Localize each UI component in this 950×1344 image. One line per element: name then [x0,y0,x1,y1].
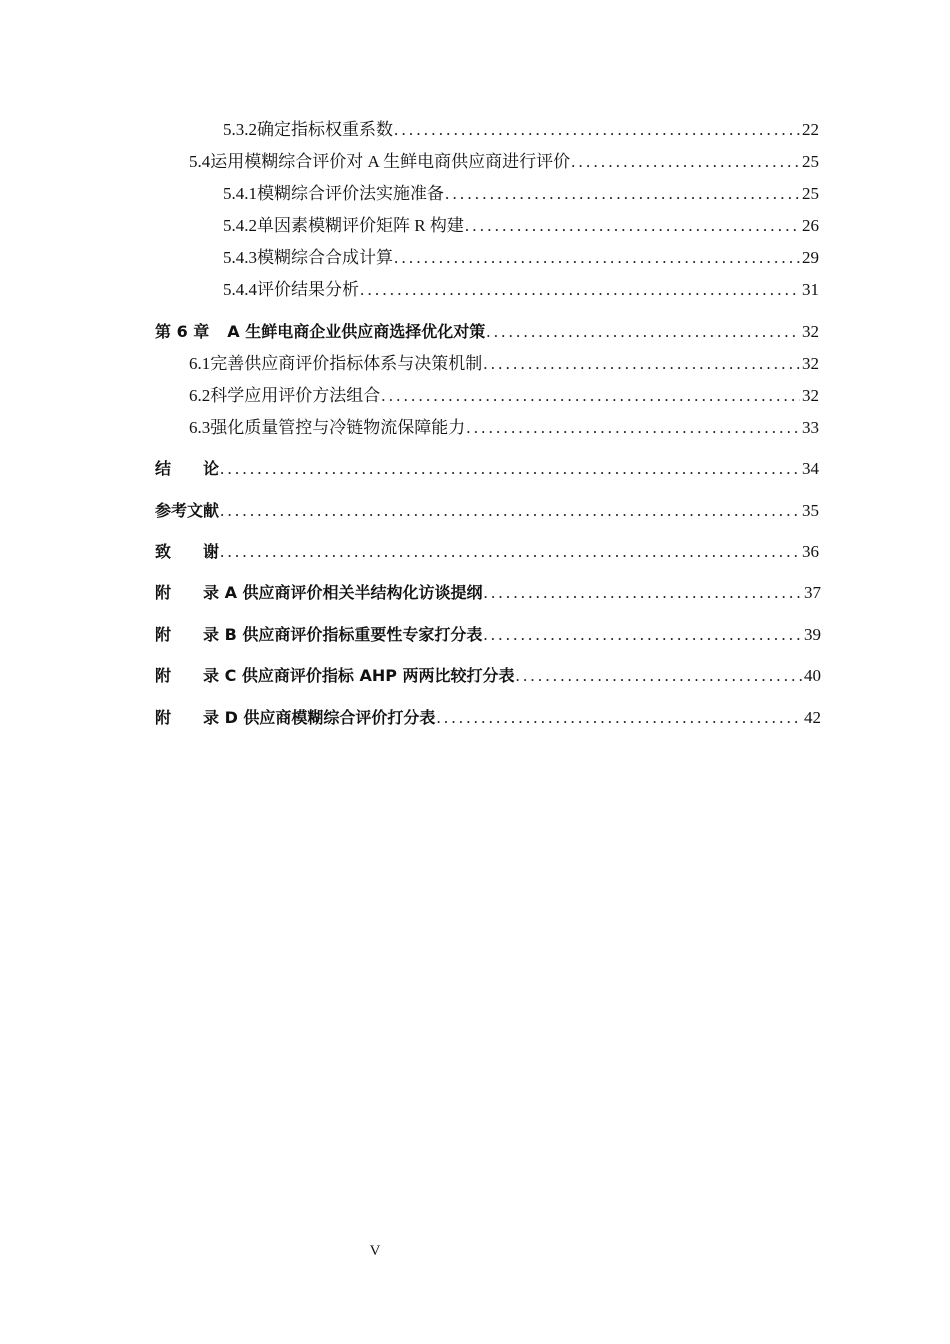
toc-entry-title: 附 录 A 供应商评价相关半结构化访谈提纲 [155,583,483,602]
dot-leader [436,707,802,729]
toc-entry-page: 31 [802,280,819,299]
dot-leader [516,665,802,687]
toc-entry-acknowledgements[interactable] [155,541,819,563]
toc-entry-conclusion[interactable] [155,458,819,480]
toc-entry-appendix-b[interactable] [155,624,821,646]
toc-entry-5-4-1[interactable] [223,183,819,205]
toc-entry-5-4[interactable] [189,151,819,173]
toc-entry-title: 致 谢 [155,542,220,561]
dot-leader [483,624,802,646]
toc-entry-title: 运用模糊综合评价对 A 生鲜电商供应商进行评价 [210,152,571,171]
toc-entry-title: A 生鲜电商企业供应商选择优化对策 [227,322,486,341]
toc-entry-number: 5.3.2 [223,120,257,139]
dot-leader [220,541,800,563]
toc-entry-number: 6.2 [189,386,211,405]
toc-entry-appendix-c[interactable] [155,665,821,687]
dot-leader [394,119,800,141]
toc-entry-number: 6.3 [189,418,211,437]
dot-leader [465,215,800,237]
toc-entry-page: 36 [802,542,819,561]
dot-leader [394,247,800,269]
dot-leader [486,321,800,343]
toc-entry-title: 附 录 D 供应商模糊综合评价打分表 [155,708,436,727]
toc-entry-chapter-6[interactable] [155,321,819,343]
toc-entry-title: 模糊综合合成计算 [257,248,393,267]
toc-entry-page: 37 [804,583,821,602]
toc-entry-number: 5.4.3 [223,248,257,267]
toc-entry-page: 35 [802,501,819,520]
toc-entry-title: 附 录 B 供应商评价指标重要性专家打分表 [155,625,483,644]
toc-entry-title: 科学应用评价方法组合 [210,386,381,405]
dot-leader [220,500,800,522]
toc-entry-page: 25 [802,152,819,171]
toc-entry-5-4-2[interactable] [223,215,819,237]
dot-leader [220,458,800,480]
toc-entry-page: 33 [802,418,819,437]
toc-entry-title: 评价结果分析 [257,280,359,299]
toc-entry-title: 强化质量管控与冷链物流保障能力 [210,418,466,437]
toc-entry-number: 5.4.2 [223,216,257,235]
toc-entry-page: 40 [804,666,821,685]
toc-entry-title: 模糊综合评价法实施准备 [257,184,444,203]
toc-entry-6-2[interactable] [189,385,819,407]
toc-entry-page: 32 [802,354,819,373]
toc-entry-5-4-4[interactable] [223,279,819,301]
toc-entry-page: 26 [802,216,819,235]
toc-entry-6-1[interactable] [189,353,819,375]
dot-leader [445,183,800,205]
page-number: V [369,1243,381,1259]
toc-entry-page: 32 [802,386,819,405]
toc-entry-number: 5.4 [189,152,211,171]
toc-entry-page: 25 [802,184,819,203]
toc-entry-page: 34 [802,459,819,478]
toc-entry-page: 42 [804,708,821,727]
toc-entry-appendix-d[interactable] [155,707,821,729]
toc-entry-5-4-3[interactable] [223,247,819,269]
toc-entry-number: 6.1 [189,354,211,373]
toc-entry-title: 附 录 C 供应商评价指标 AHP 两两比较打分表 [155,666,515,685]
toc-entry-page: 22 [802,120,819,139]
toc-entry-number: 5.4.4 [223,280,257,299]
dot-leader [360,279,800,301]
toc-entry-title: 单因素模糊评价矩阵 R 构建 [257,216,464,235]
toc-entry-title: 参考文献 [155,501,220,520]
toc-entry-page: 39 [804,625,821,644]
dot-leader [381,385,800,407]
dot-leader [483,353,800,375]
toc-entry-page: 29 [802,248,819,267]
toc-entry-number: 第 6 章 [155,322,210,341]
toc-entry-title: 确定指标权重系数 [257,120,393,139]
toc-entry-6-3[interactable] [189,417,819,439]
toc-entry-title: 结 论 [155,459,220,478]
toc-entry-5-3-2[interactable] [223,119,819,141]
dot-leader [484,582,802,604]
toc-entry-title: 完善供应商评价指标体系与决策机制 [210,354,483,373]
toc-entry-appendix-a[interactable] [155,582,821,604]
dot-leader [571,151,800,173]
toc-entry-number: 5.4.1 [223,184,257,203]
toc-entry-page: 32 [802,322,819,341]
dot-leader [466,417,800,439]
toc-entry-references[interactable] [155,500,819,522]
